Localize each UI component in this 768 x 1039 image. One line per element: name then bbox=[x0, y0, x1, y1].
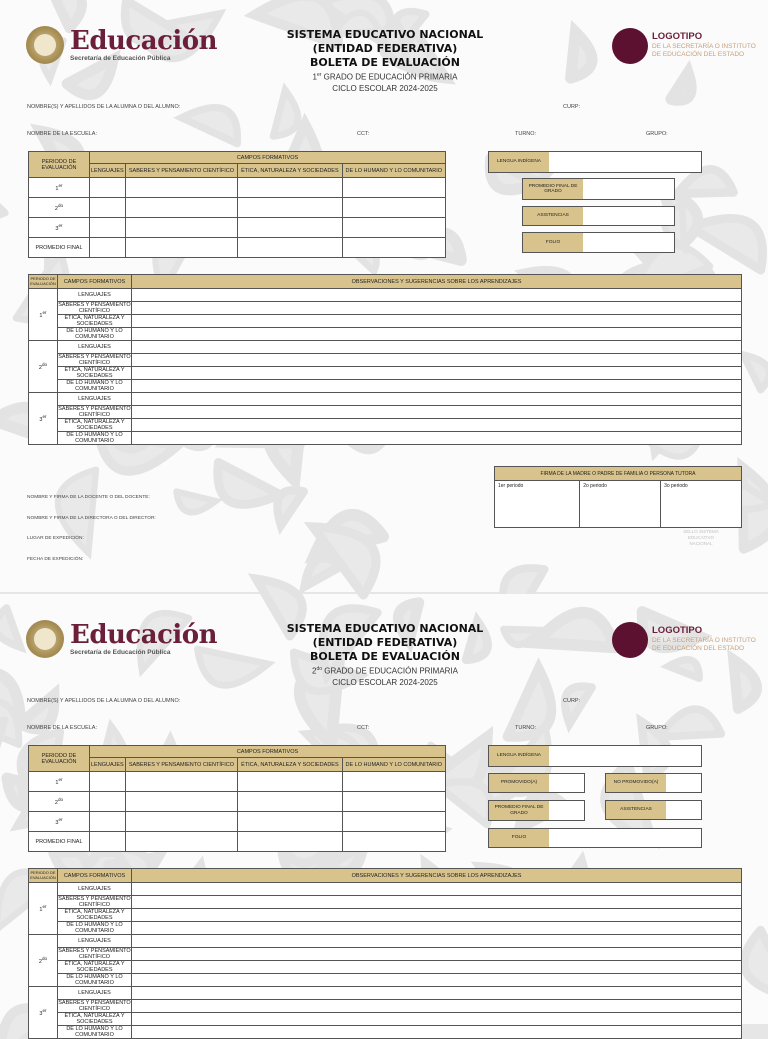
background-swirl bbox=[0, 608, 21, 648]
lengua-indigena-box[interactable]: LENGUA INDÍGENA bbox=[488, 151, 702, 173]
obs-cell[interactable] bbox=[132, 883, 742, 896]
period-label: $2^{do}$ bbox=[29, 935, 58, 987]
logo-title: LOGOTIPO bbox=[652, 31, 703, 42]
document-header bbox=[250, 622, 520, 688]
period-label: 3er bbox=[29, 218, 90, 238]
curp-field[interactable]: CURP: bbox=[563, 698, 581, 704]
campo-label: ÉTICA, NATURALEZA Y SOCIEDADES bbox=[58, 315, 132, 328]
campo-label: ÉTICA, NATURALEZA Y SOCIEDADES bbox=[58, 909, 132, 922]
obs-cell[interactable] bbox=[132, 289, 742, 302]
period-header: PERIODO DE EVALUACIÓN bbox=[29, 152, 90, 178]
period-label: 1er bbox=[29, 772, 90, 792]
campo-label: LENGUAJES bbox=[58, 393, 132, 406]
header-line-1: SISTEMA EDUCATIVO NACIONAL bbox=[286, 622, 484, 635]
attendance-box[interactable]: ASISTENCIAS bbox=[605, 800, 702, 820]
campo-label: DE LO HUMANO Y LO COMUNITARIO bbox=[58, 974, 132, 987]
grade-cell[interactable] bbox=[90, 792, 126, 812]
director-signature-field[interactable]: NOMBRE Y FIRMA DE LA DIRECTORA O DEL DIRECTOR: bbox=[27, 516, 156, 521]
obs-cell[interactable] bbox=[132, 393, 742, 406]
obs-cell[interactable] bbox=[132, 909, 742, 922]
campo-label: ÉTICA, NATURALEZA Y SOCIEDADES bbox=[58, 419, 132, 432]
grade-cell[interactable] bbox=[342, 198, 445, 218]
header-line-3: BOLETA DE EVALUACIÓN bbox=[310, 56, 460, 69]
grade-cell[interactable] bbox=[342, 238, 445, 258]
grade-cell[interactable] bbox=[125, 792, 237, 812]
obs-cell[interactable] bbox=[132, 961, 742, 974]
grade-cell[interactable] bbox=[238, 792, 342, 812]
obs-cell[interactable] bbox=[132, 380, 742, 393]
folio-box[interactable]: FOLIO bbox=[522, 232, 675, 253]
school-name-field[interactable]: NOMBRE DE LA ESCUELA: bbox=[27, 131, 97, 137]
guardian-signature-header: FIRMA DE LA MADRE O PADRE DE FAMILIA O PERSONA TUTORA bbox=[495, 467, 742, 481]
logo-title: LOGOTIPO bbox=[652, 625, 703, 636]
place-of-issue-field[interactable]: LUGAR DE EXPEDICIÓN: bbox=[27, 536, 84, 541]
obs-cell[interactable] bbox=[132, 1013, 742, 1026]
background-swirl bbox=[671, 74, 690, 100]
period-label: $2^{do}$ bbox=[29, 341, 58, 393]
national-emblem-icon bbox=[26, 620, 64, 658]
col-header: DE LO HUMANO Y LO COMUNITARIO bbox=[342, 164, 445, 178]
campos-header: CAMPOS FORMATIVOS bbox=[90, 746, 446, 758]
background-swirl bbox=[571, 32, 592, 78]
grade-cell[interactable] bbox=[125, 812, 237, 832]
national-emblem-icon bbox=[26, 26, 64, 64]
campo-label: DE LO HUMANO Y LO COMUNITARIO bbox=[58, 1026, 132, 1039]
obs-cell[interactable] bbox=[132, 341, 742, 354]
obs-cell[interactable] bbox=[132, 302, 742, 315]
campo-label: SABERES Y PENSAMIENTO CIENTÍFICO bbox=[58, 948, 131, 960]
state-logo-placeholder bbox=[612, 28, 762, 68]
guardian-signature-table bbox=[494, 466, 742, 528]
campo-label: DE LO HUMANO Y LO COMUNITARIO bbox=[58, 380, 132, 393]
period-label: $2^{do}$ bbox=[29, 792, 90, 812]
grade-line: 1er GRADO DE EDUCACIÓN PRIMARIA bbox=[312, 72, 458, 82]
obs-cell[interactable] bbox=[132, 315, 742, 328]
lengua-indigena-box[interactable]: LENGUA INDÍGENA bbox=[488, 745, 702, 767]
campo-label: SABERES Y PENSAMIENTO CIENTÍFICO bbox=[58, 354, 131, 366]
grade-cell[interactable] bbox=[125, 198, 237, 218]
grade-row bbox=[29, 198, 446, 218]
header-line-2: (ENTIDAD FEDERATIVA) bbox=[312, 42, 458, 55]
cct-field[interactable]: CCT: bbox=[357, 131, 370, 137]
attendance-box[interactable]: ASISTENCIAS bbox=[522, 206, 675, 226]
official-seal-placeholder: SELLO SISTEMA EDUCATIVO NACIONAL bbox=[683, 529, 719, 546]
turno-field[interactable]: TURNO: bbox=[515, 725, 537, 731]
logo-subtitle: DE LA SECRETARÍA O INSTITUTO DE EDUCACIÓN DEL ESTADO bbox=[652, 637, 756, 652]
grade-cell[interactable] bbox=[238, 218, 342, 238]
background-swirl bbox=[273, 90, 298, 136]
obs-cell[interactable] bbox=[132, 935, 742, 948]
background-swirl bbox=[182, 108, 238, 144]
col-header: LENGUAJES bbox=[90, 164, 126, 178]
grade-cell[interactable] bbox=[90, 198, 126, 218]
obs-cell[interactable] bbox=[132, 922, 742, 935]
campos-header: CAMPOS FORMATIVOS bbox=[90, 152, 446, 164]
grade-cell[interactable] bbox=[90, 218, 126, 238]
grupo-field[interactable]: GRUPO: bbox=[646, 131, 668, 137]
col-header: SABERES Y PENSAMIENTO CIENTÍFICO bbox=[125, 164, 237, 178]
col-header: LENGUAJES bbox=[90, 758, 126, 772]
final-average-label: PROMEDIO FINAL bbox=[29, 832, 90, 852]
campo-label: SABERES Y PENSAMIENTO CIENTÍFICO bbox=[58, 302, 131, 314]
turno-field[interactable]: TURNO: bbox=[515, 131, 537, 137]
background-swirl bbox=[733, 660, 756, 709]
obs-campos-header: CAMPOS FORMATIVOS bbox=[58, 869, 132, 883]
campo-label: LENGUAJES bbox=[58, 935, 132, 948]
grade-cell[interactable] bbox=[342, 178, 445, 198]
background-swirl bbox=[536, 612, 615, 647]
obs-period-header: PERIODO DE EVALUACIÓN bbox=[29, 869, 58, 883]
grade-cell[interactable] bbox=[342, 218, 445, 238]
school-cycle: CICLO ESCOLAR 2024-2025 bbox=[332, 83, 438, 93]
grades-table bbox=[28, 151, 446, 258]
curp-field[interactable]: CURP: bbox=[563, 104, 581, 110]
obs-campos-header: CAMPOS FORMATIVOS bbox=[58, 275, 132, 289]
sep-logo bbox=[26, 26, 216, 66]
brand-title: Educación bbox=[70, 26, 218, 56]
background-swirl bbox=[46, 0, 82, 28]
grade-cell[interactable] bbox=[125, 238, 237, 258]
background-swirl bbox=[677, 169, 733, 193]
background-swirl bbox=[659, 709, 721, 737]
obs-header: OBSERVACIONES Y SUGERENCIAS SOBRE LOS APRENDIZAJES bbox=[132, 275, 742, 289]
header-line-2: (ENTIDAD FEDERATIVA) bbox=[312, 636, 458, 649]
col-header: ÉTICA, NATURALEZA Y SOCIEDADES bbox=[238, 164, 342, 178]
background-swirl bbox=[669, 660, 700, 679]
header-line-1: SISTEMA EDUCATIVO NACIONAL bbox=[286, 28, 484, 41]
student-name-field[interactable]: NOMBRE(S) Y APELLIDOS DE LA ALUMNA O DEL ALUMNO: bbox=[27, 104, 181, 110]
background-swirl bbox=[0, 720, 5, 767]
obs-cell[interactable] bbox=[132, 432, 742, 445]
grade-row bbox=[29, 792, 446, 812]
obs-cell[interactable] bbox=[132, 974, 742, 987]
obs-cell[interactable] bbox=[132, 1026, 742, 1039]
header-line-3: BOLETA DE EVALUACIÓN bbox=[310, 650, 460, 663]
obs-cell[interactable] bbox=[132, 367, 742, 380]
obs-cell[interactable] bbox=[132, 1000, 742, 1013]
grade-cell[interactable] bbox=[238, 238, 342, 258]
grade-cell[interactable] bbox=[125, 832, 237, 852]
obs-cell[interactable] bbox=[132, 987, 742, 1000]
final-average-label: PROMEDIO FINAL bbox=[29, 238, 90, 258]
period-header: PERIODO DE EVALUACIÓN bbox=[29, 746, 90, 772]
grade-cell[interactable] bbox=[90, 812, 126, 832]
grade-row bbox=[29, 812, 446, 832]
background-swirl bbox=[565, 686, 592, 724]
background-swirl bbox=[218, 463, 280, 505]
period-label: 1er bbox=[29, 883, 58, 935]
period-label: 3er bbox=[29, 987, 58, 1039]
grade-row-final bbox=[29, 238, 446, 258]
grade-line: $2^{do}$ GRADO DE EDUCACIÓN PRIMARIA bbox=[311, 666, 459, 676]
signature-cell-period-2[interactable]: 2o periodo bbox=[580, 481, 661, 528]
sep-logo bbox=[26, 620, 216, 660]
observations-table bbox=[28, 274, 742, 445]
obs-cell[interactable] bbox=[132, 406, 742, 419]
campo-label: ÉTICA, NATURALEZA Y SOCIEDADES bbox=[58, 367, 132, 380]
background-swirl bbox=[177, 492, 216, 513]
grade-cell[interactable] bbox=[238, 772, 342, 792]
campo-label: DE LO HUMANO Y LO COMUNITARIO bbox=[58, 922, 132, 935]
col-header: DE LO HUMANO Y LO COMUNITARIO bbox=[342, 758, 445, 772]
grade-row-final bbox=[29, 832, 446, 852]
col-header: SABERES Y PENSAMIENTO CIENTÍFICO bbox=[125, 758, 237, 772]
grade-cell[interactable] bbox=[342, 772, 445, 792]
grade-row bbox=[29, 218, 446, 238]
grade-cell[interactable] bbox=[342, 832, 445, 852]
period-label: 1er bbox=[29, 178, 90, 198]
campo-label: LENGUAJES bbox=[58, 987, 132, 1000]
campo-label: DE LO HUMANO Y LO COMUNITARIO bbox=[58, 432, 132, 445]
col-header: ÉTICA, NATURALEZA Y SOCIEDADES bbox=[238, 758, 342, 772]
brand-subtitle: Secretaría de Educación Pública bbox=[70, 649, 171, 656]
grade-cell[interactable] bbox=[125, 772, 237, 792]
period-label: 3er bbox=[29, 393, 58, 445]
final-average-box[interactable]: PROMEDIO FINAL DE GRADO bbox=[488, 800, 585, 821]
observations-table bbox=[28, 868, 742, 1039]
campo-label: LENGUAJES bbox=[58, 341, 132, 354]
obs-header: OBSERVACIONES Y SUGERENCIAS SOBRE LOS APRENDIZAJES bbox=[132, 869, 742, 883]
grade-cell[interactable] bbox=[125, 218, 237, 238]
grade-cell[interactable] bbox=[90, 238, 126, 258]
logo-circle-icon bbox=[612, 622, 648, 658]
grade-cell[interactable] bbox=[238, 198, 342, 218]
campo-label: SABERES Y PENSAMIENTO CIENTÍFICO bbox=[58, 1000, 131, 1012]
logo-subtitle: DE LA SECRETARÍA O INSTITUTO DE EDUCACIÓN DEL ESTADO bbox=[652, 43, 756, 58]
grade-cell[interactable] bbox=[125, 178, 237, 198]
grade-cell[interactable] bbox=[238, 832, 342, 852]
campo-label: ÉTICA, NATURALEZA Y SOCIEDADES bbox=[58, 1013, 132, 1026]
grade-row bbox=[29, 178, 446, 198]
obs-cell[interactable] bbox=[132, 419, 742, 432]
grade-cell[interactable] bbox=[342, 792, 445, 812]
grade-cell[interactable] bbox=[90, 832, 126, 852]
document-header bbox=[250, 28, 520, 94]
grupo-field[interactable]: GRUPO: bbox=[646, 725, 668, 731]
campo-label: SABERES Y PENSAMIENTO CIENTÍFICO bbox=[58, 406, 131, 418]
period-label: 1er bbox=[29, 289, 58, 341]
obs-cell[interactable] bbox=[132, 354, 742, 367]
grade-cell[interactable] bbox=[342, 812, 445, 832]
signature-cell-period-1[interactable]: 1er periodo bbox=[495, 481, 580, 528]
grade-cell[interactable] bbox=[90, 772, 126, 792]
state-logo-placeholder bbox=[612, 622, 762, 662]
final-average-box[interactable]: PROMEDIO FINAL DE GRADO bbox=[522, 178, 675, 200]
background-swirl bbox=[744, 930, 768, 998]
grade-cell[interactable] bbox=[238, 812, 342, 832]
obs-cell[interactable] bbox=[132, 896, 742, 909]
school-cycle: CICLO ESCOLAR 2024-2025 bbox=[332, 677, 438, 687]
campo-label: ÉTICA, NATURALEZA Y SOCIEDADES bbox=[58, 961, 132, 974]
logo-circle-icon bbox=[612, 28, 648, 64]
grade-cell[interactable] bbox=[90, 178, 126, 198]
date-of-issue-field[interactable]: FECHA DE EXPEDICIÓN: bbox=[27, 557, 84, 562]
period-label: 3er bbox=[29, 812, 90, 832]
obs-cell[interactable] bbox=[132, 328, 742, 341]
background-swirl bbox=[277, 490, 303, 525]
background-swirl bbox=[743, 355, 768, 390]
grade-cell[interactable] bbox=[238, 178, 342, 198]
campo-label: LENGUAJES bbox=[58, 883, 132, 896]
folio-box[interactable]: FOLIO bbox=[488, 828, 702, 848]
promoted-box[interactable]: PROMOVIDO(A) bbox=[488, 773, 585, 793]
student-name-field[interactable]: NOMBRE(S) Y APELLIDOS DE LA ALUMNA O DEL ALUMNO: bbox=[27, 698, 181, 704]
background-swirl bbox=[0, 196, 5, 237]
teacher-signature-field[interactable]: NOMBRE Y FIRMA DE LA DOCENTE O DEL DOCENTE: bbox=[27, 495, 150, 500]
period-label: $2^{do}$ bbox=[29, 198, 90, 218]
signature-cell-period-3[interactable]: 3o periodo bbox=[661, 481, 742, 528]
not-promoted-box[interactable]: NO PROMOVIDO(A) bbox=[605, 773, 702, 793]
grade-row bbox=[29, 772, 446, 792]
obs-period-header: PERIODO DE EVALUACIÓN bbox=[29, 275, 58, 289]
report-card-sheet-2 bbox=[0, 594, 768, 1038]
grades-table bbox=[28, 745, 446, 852]
brand-title: Educación bbox=[70, 620, 218, 650]
campo-label: LENGUAJES bbox=[58, 289, 132, 302]
campo-label: SABERES Y PENSAMIENTO CIENTÍFICO bbox=[58, 896, 131, 908]
school-name-field[interactable]: NOMBRE DE LA ESCUELA: bbox=[27, 725, 97, 731]
cct-field[interactable]: CCT: bbox=[357, 725, 370, 731]
brand-subtitle: Secretaría de Educación Pública bbox=[70, 55, 171, 62]
obs-cell[interactable] bbox=[132, 948, 742, 961]
campo-label: DE LO HUMANO Y LO COMUNITARIO bbox=[58, 328, 132, 341]
